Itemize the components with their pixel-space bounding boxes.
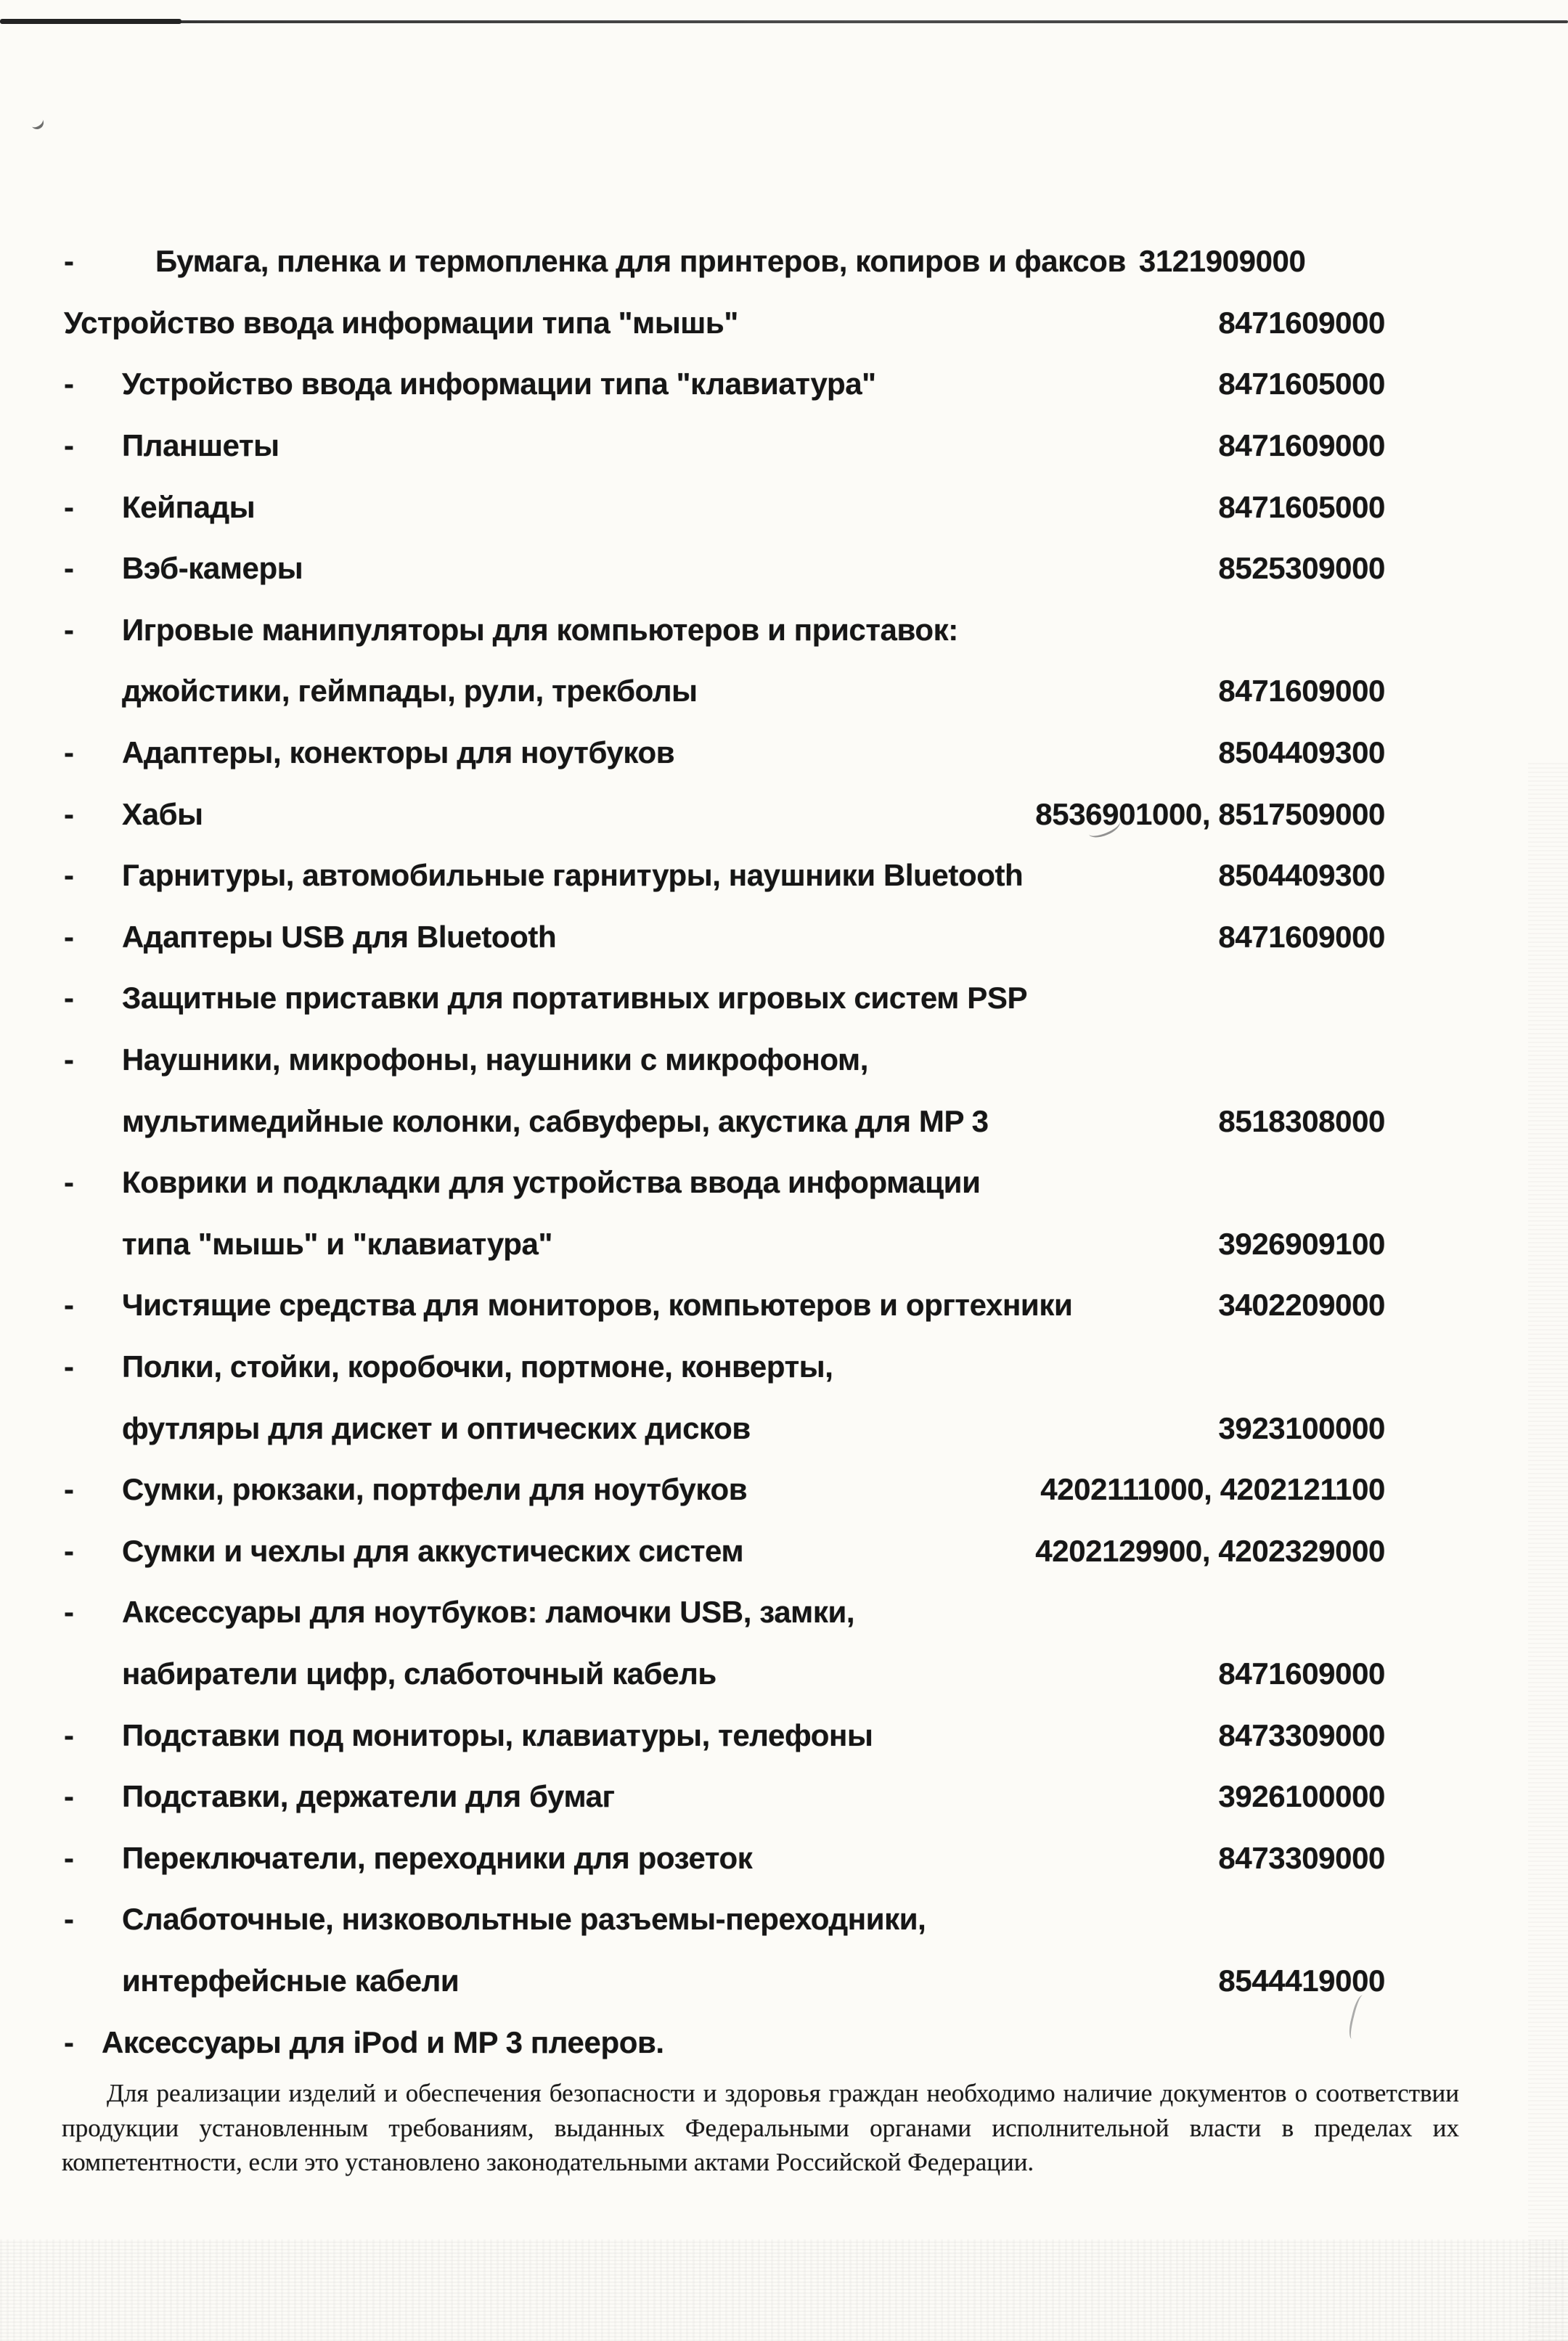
bullet-dash: - (64, 1472, 74, 1507)
category-row (0, 722, 1385, 784)
hs-code: 8504409300 (1218, 858, 1385, 893)
hs-code: 8471609000 (1218, 919, 1385, 954)
category-row (0, 1766, 1385, 1828)
bullet-dash: - (64, 858, 74, 893)
category-text: Адаптеры, конекторы для ноутбуков (122, 735, 675, 770)
hs-code: 8471609000 (1218, 1656, 1385, 1691)
category-text: Устройство ввода информации типа "мышь" (64, 305, 738, 340)
category-text: Сумки, рюкзаки, портфели для ноутбуков (122, 1472, 748, 1507)
category-text: Игровые манипуляторы для компьютеров и приставок: (122, 612, 958, 647)
category-row (0, 1704, 1385, 1766)
category-row (0, 1397, 1385, 1459)
category-text: Вэб-камеры (122, 551, 303, 586)
bullet-dash: - (64, 735, 74, 770)
hs-code: 8471605000 (1218, 489, 1385, 524)
category-text: мультимедийные колонки, сабвуферы, акустика для MP 3 (122, 1103, 989, 1138)
bullet-dash: - (64, 244, 74, 279)
category-text: Бумага, пленка и термопленка для принтеров, копиров и факсов (155, 244, 1126, 279)
category-row (0, 293, 1385, 354)
category-row (0, 1582, 1385, 1643)
hs-code: 8473309000 (1218, 1840, 1385, 1875)
bullet-dash: - (64, 428, 74, 463)
hs-code: 4202129900, 4202329000 (1035, 1533, 1385, 1568)
hs-code: 3121909000 (1138, 244, 1306, 279)
category-text: набиратели цифр, слаботочный кабель (122, 1656, 716, 1691)
category-text: типа "мышь" и "клавиатура" (122, 1226, 552, 1261)
category-row (0, 1889, 1385, 1950)
bullet-dash: - (64, 2025, 74, 2059)
category-text: интерфейсные кабели (122, 1963, 460, 1998)
hs-code: 3926909100 (1218, 1226, 1385, 1261)
bullet-dash: - (64, 367, 74, 401)
hs-code: 8544419000 (1218, 1963, 1385, 1998)
bullet-dash: - (64, 919, 74, 954)
category-text: Сумки и чехлы для аккустических систем (122, 1533, 744, 1568)
bullet-dash: - (64, 1717, 74, 1752)
category-text: Адаптеры USB для Bluetooth (122, 919, 557, 954)
bullet-dash: - (64, 1533, 74, 1568)
category-row (0, 907, 1385, 968)
category-row (0, 1214, 1385, 1275)
category-row (0, 845, 1385, 907)
bullet-dash: - (64, 1595, 74, 1630)
hs-code: 8525309000 (1218, 551, 1385, 586)
category-text: Переключатели, переходники для розеток (122, 1840, 753, 1875)
category-row (0, 1336, 1385, 1398)
category-row (0, 2011, 1385, 2073)
category-row (0, 1950, 1385, 2012)
hs-code: 8473309000 (1218, 1717, 1385, 1752)
category-text: джойстики, геймпады, рули, трекболы (122, 674, 698, 708)
hs-code: 3402209000 (1218, 1288, 1385, 1323)
category-text: Планшеты (122, 428, 279, 463)
page-top-rule (0, 20, 1568, 23)
scan-noise-band (0, 2239, 1568, 2341)
hs-code: 8504409300 (1218, 735, 1385, 770)
category-row (0, 1459, 1385, 1521)
bullet-dash: - (64, 981, 74, 1016)
bullet-dash: - (64, 551, 74, 586)
category-row (0, 1090, 1385, 1152)
category-text: Аксессуары для iPod и MP 3 плееров. (102, 2025, 664, 2059)
hs-code: 8471609000 (1218, 305, 1385, 340)
category-text: Полки, стойки, коробочки, портмоне, конверты, (122, 1349, 833, 1384)
category-text: Хабы (122, 796, 203, 831)
bullet-dash: - (64, 1165, 74, 1200)
category-text: Коврики и подкладки для устройства ввода информации (122, 1165, 981, 1200)
category-text: Защитные приставки для портативных игровых систем PSP (122, 981, 1028, 1016)
hs-code: 3923100000 (1218, 1410, 1385, 1445)
bullet-dash: - (64, 489, 74, 524)
category-text: Аксессуары для ноутбуков: ламочки USB, замки, (122, 1595, 855, 1630)
bullet-dash: - (64, 1288, 74, 1323)
category-row (0, 1152, 1385, 1214)
category-text: Кейпады (122, 489, 256, 524)
bullet-dash: - (64, 1042, 74, 1077)
bullet-dash: - (64, 796, 74, 831)
category-row (0, 1827, 1385, 1889)
category-row (0, 1520, 1385, 1582)
category-text: Подставки под мониторы, клавиатуры, телефоны (122, 1717, 873, 1752)
bullet-dash: - (64, 1902, 74, 1937)
hs-code: 8536901000, 8517509000 (1035, 796, 1385, 831)
category-row (0, 476, 1385, 538)
hs-code: 8518308000 (1218, 1103, 1385, 1138)
product-category-list (0, 231, 1568, 2073)
hs-code: 8471605000 (1218, 367, 1385, 401)
scan-noise-right-strip (1528, 762, 1568, 2341)
bullet-dash: - (64, 1840, 74, 1875)
category-row (0, 1275, 1385, 1336)
compliance-paragraph: Для реализации изделий и обеспечения безопасности и здоровья граждан необходимо наличие документов о соответствии продукции установленным требованиям, выданных Федеральными органами исполнительной власти в пределах их компетентности, если это установлено законодательными актами Российской Федерации. (62, 2079, 1459, 2176)
category-text: Чистящие средства для мониторов, компьютеров и оргтехники (122, 1288, 1073, 1323)
category-row (0, 968, 1385, 1029)
category-text: Наушники, микрофоны, наушники с микрофоном, (122, 1042, 868, 1077)
category-text: Подставки, держатели для бумаг (122, 1779, 615, 1814)
category-text: Слаботочные, низковольтные разъемы-переходники, (122, 1902, 926, 1937)
category-text: Гарнитуры, автомобильные гарнитуры, наушники Bluetooth (122, 858, 1024, 893)
category-row (0, 1643, 1385, 1705)
hs-code: 8471609000 (1218, 428, 1385, 463)
category-row (0, 354, 1385, 415)
category-text: Устройство ввода информации типа "клавиатура" (122, 367, 876, 401)
bullet-dash: - (64, 1349, 74, 1384)
category-row (0, 415, 1385, 477)
category-row (0, 231, 1385, 293)
bullet-dash: - (64, 612, 74, 647)
scan-artifact-mark (28, 114, 46, 132)
category-row (0, 1029, 1385, 1091)
bullet-dash: - (64, 1779, 74, 1814)
category-row (0, 661, 1385, 722)
hs-code: 4202111000, 4202121100 (1040, 1472, 1385, 1507)
hs-code: 3926100000 (1218, 1779, 1385, 1814)
category-text: футляры для дискет и оптических дисков (122, 1410, 751, 1445)
hs-code: 8471609000 (1218, 674, 1385, 708)
category-row (0, 783, 1385, 845)
category-row (0, 600, 1385, 661)
category-row (0, 538, 1385, 600)
